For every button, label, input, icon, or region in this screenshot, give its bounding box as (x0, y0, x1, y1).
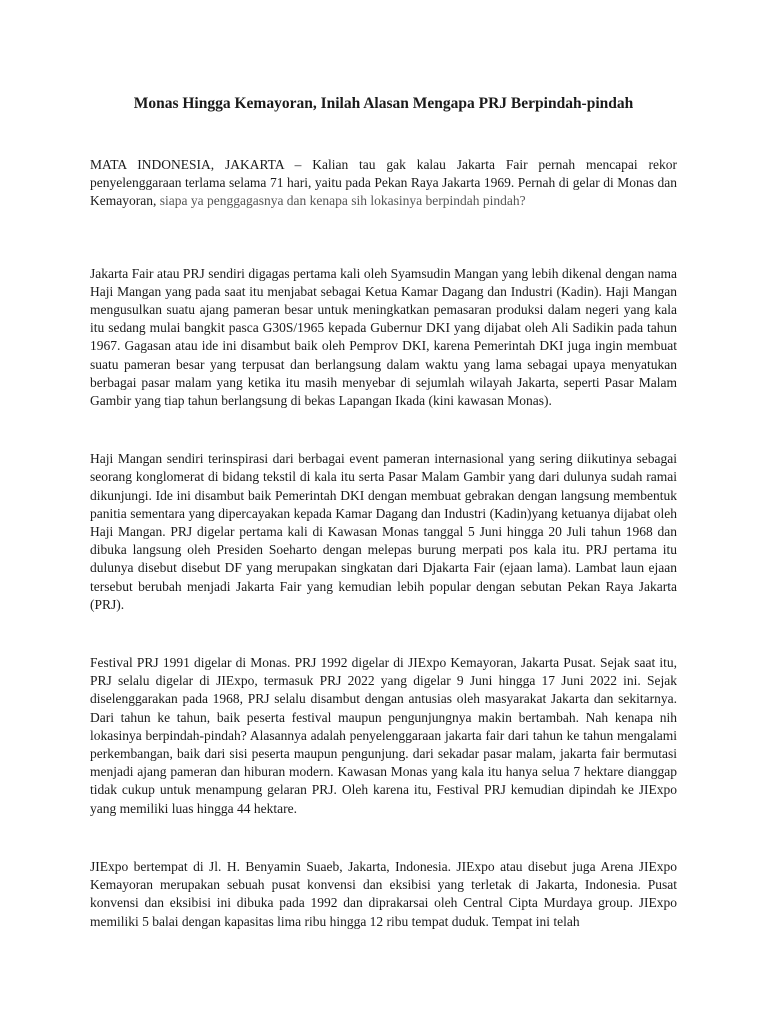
paragraph-spacer (90, 410, 677, 450)
document-content (90, 94, 677, 931)
paragraph-relocation: Festival PRJ 1991 digelar di Monas. PRJ 1992 digelar di JIExpo Kemayoran, Jakarta Pusat. Sejak saat itu, PRJ selalu digelar di JIExpo, termasuk PRJ 2022 yang digelar 9 Juni hingga 17 Juni 2022 ini. Sejak diselenggarakan pada 1968, PRJ selalu disambut dengan antusias oleh masyarakat Jakarta dan sekitarnya. Dari tahun ke tahun, baik peserta festival maupun pengunjungnya makin bertambah. Nah kenapa nih lokasinya berpindah-pindah? Alasannya adalah penyelenggaraan jakarta fair dari tahun ke tahun mengalami perkembangan, baik dari sisi peserta maupun pengunjung. dari sekadar pasar malam, jakarta fair bermutasi menjadi ajang pameran dan hiburan modern. Kawasan Monas yang kala itu hanya selua 7 hektare dianggap tidak cukup untuk menampung gelaran PRJ. Oleh karena itu, Festival PRJ kemudian dipindah ke JIExpo yang memiliki luas hingga 44 hektare. (90, 655, 677, 816)
intro-question: siapa ya penggagasnya dan kenapa sih lokasinya berpindah pindah? (159, 193, 526, 209)
intro-paragraph (90, 156, 677, 211)
paragraph-inspiration: Haji Mangan sendiri terinspirasi dari berbagai event pameran internasional yang sering diikutinya sebagai seorang konglomerat di bidang tekstil di kala itu serta Pasar Malam Gambir yang dari dulunya sudah ramai dikunjungi. Ide ini disambut baik Pemerintah DKI dengan membuat gebrakan dengan langsung membentuk panitia sementara yang dipercayakan kepada Kamar Dagang dan Industri (Kadin)yang ketuanya dijabat oleh Haji Mangan. PRJ digelar pertama kali di Kawasan Monas tanggal 5 Juni hingga 20 Juli tahun 1968 dan dibuka langsung oleh Presiden Soeharto dengan melepas burung merpati pos kala itu. PRJ pertama itu dulunya disebut disebut DF yang merupakan singkatan dari Djakarta Fair (ejaan lama). Lambat laun ejaan tersebut berubah menjadi Jakarta Fair yang kemudian lebih popular dengan sebutan Pekan Raya Jakarta (PRJ). (90, 451, 677, 612)
paragraph-spacer (90, 211, 677, 265)
paragraph-jiexpo: JIExpo bertempat di Jl. H. Benyamin Suaeb, Jakarta, Indonesia. JIExpo atau disebut juga Arena JIExpo Kemayoran merupakan sebuah pusat konvensi dan eksibisi yang terletak di Jakarta, Indonesia. Pusat konvensi dan eksibisi ini dibuka pada 1992 dan diprakarsai oleh Central Cipta Murdaya group. JIExpo memiliki 5 balai dengan kapasitas lima ribu hingga 12 ribu tempat duduk. Tempat ini telah (90, 858, 677, 929)
article-title: Monas Hingga Kemayoran, Inilah Alasan Mengapa PRJ Berpindah-pindah (133, 95, 634, 112)
intro-text: MATA INDONESIA, JAKARTA – Kalian tau gak kalau Jakarta Fair pernah mencapai rekor penyelenggaraan terlama selama 71 hari, yaitu pada Pekan Raya Jakarta 1969. Pernah di gelar di Monas dan Kemayoran, (90, 157, 677, 209)
paragraph-origin: Jakarta Fair atau PRJ sendiri digagas pertama kali oleh Syamsudin Mangan yang lebih dikenal dengan nama Haji Mangan yang pada saat itu menjabat sebagai Ketua Kamar Dagang dan Industri (Kadin). Haji Mangan mengusulkan suatu ajang pameran besar untuk meningkatkan pemasaran produksi dalam negeri yang kala itu sedang mulai bangkit pasca G30S/1965 kepada Gubernur DKI yang dijabat oleh Ali Sadikin pada tahun 1967. Gagasan atau ide ini disambut baik oleh Pemprov DKI, karena Pemerintah DKI juga ingin membuat suatu pameran besar yang terpusat dan berlangsung dalam waktu yang lama sebagai upaya menyatukan berbagai pasar malam yang ketika itu masih menyebar di sejumlah wilayah Jakarta, seperti Pasar Malam Gambir yang tiap tahun berlangsung di bekas Lapangan Ikada (kini kawasan Monas). (90, 265, 677, 409)
paragraph-spacer (90, 818, 677, 858)
paragraph-spacer (90, 614, 677, 654)
